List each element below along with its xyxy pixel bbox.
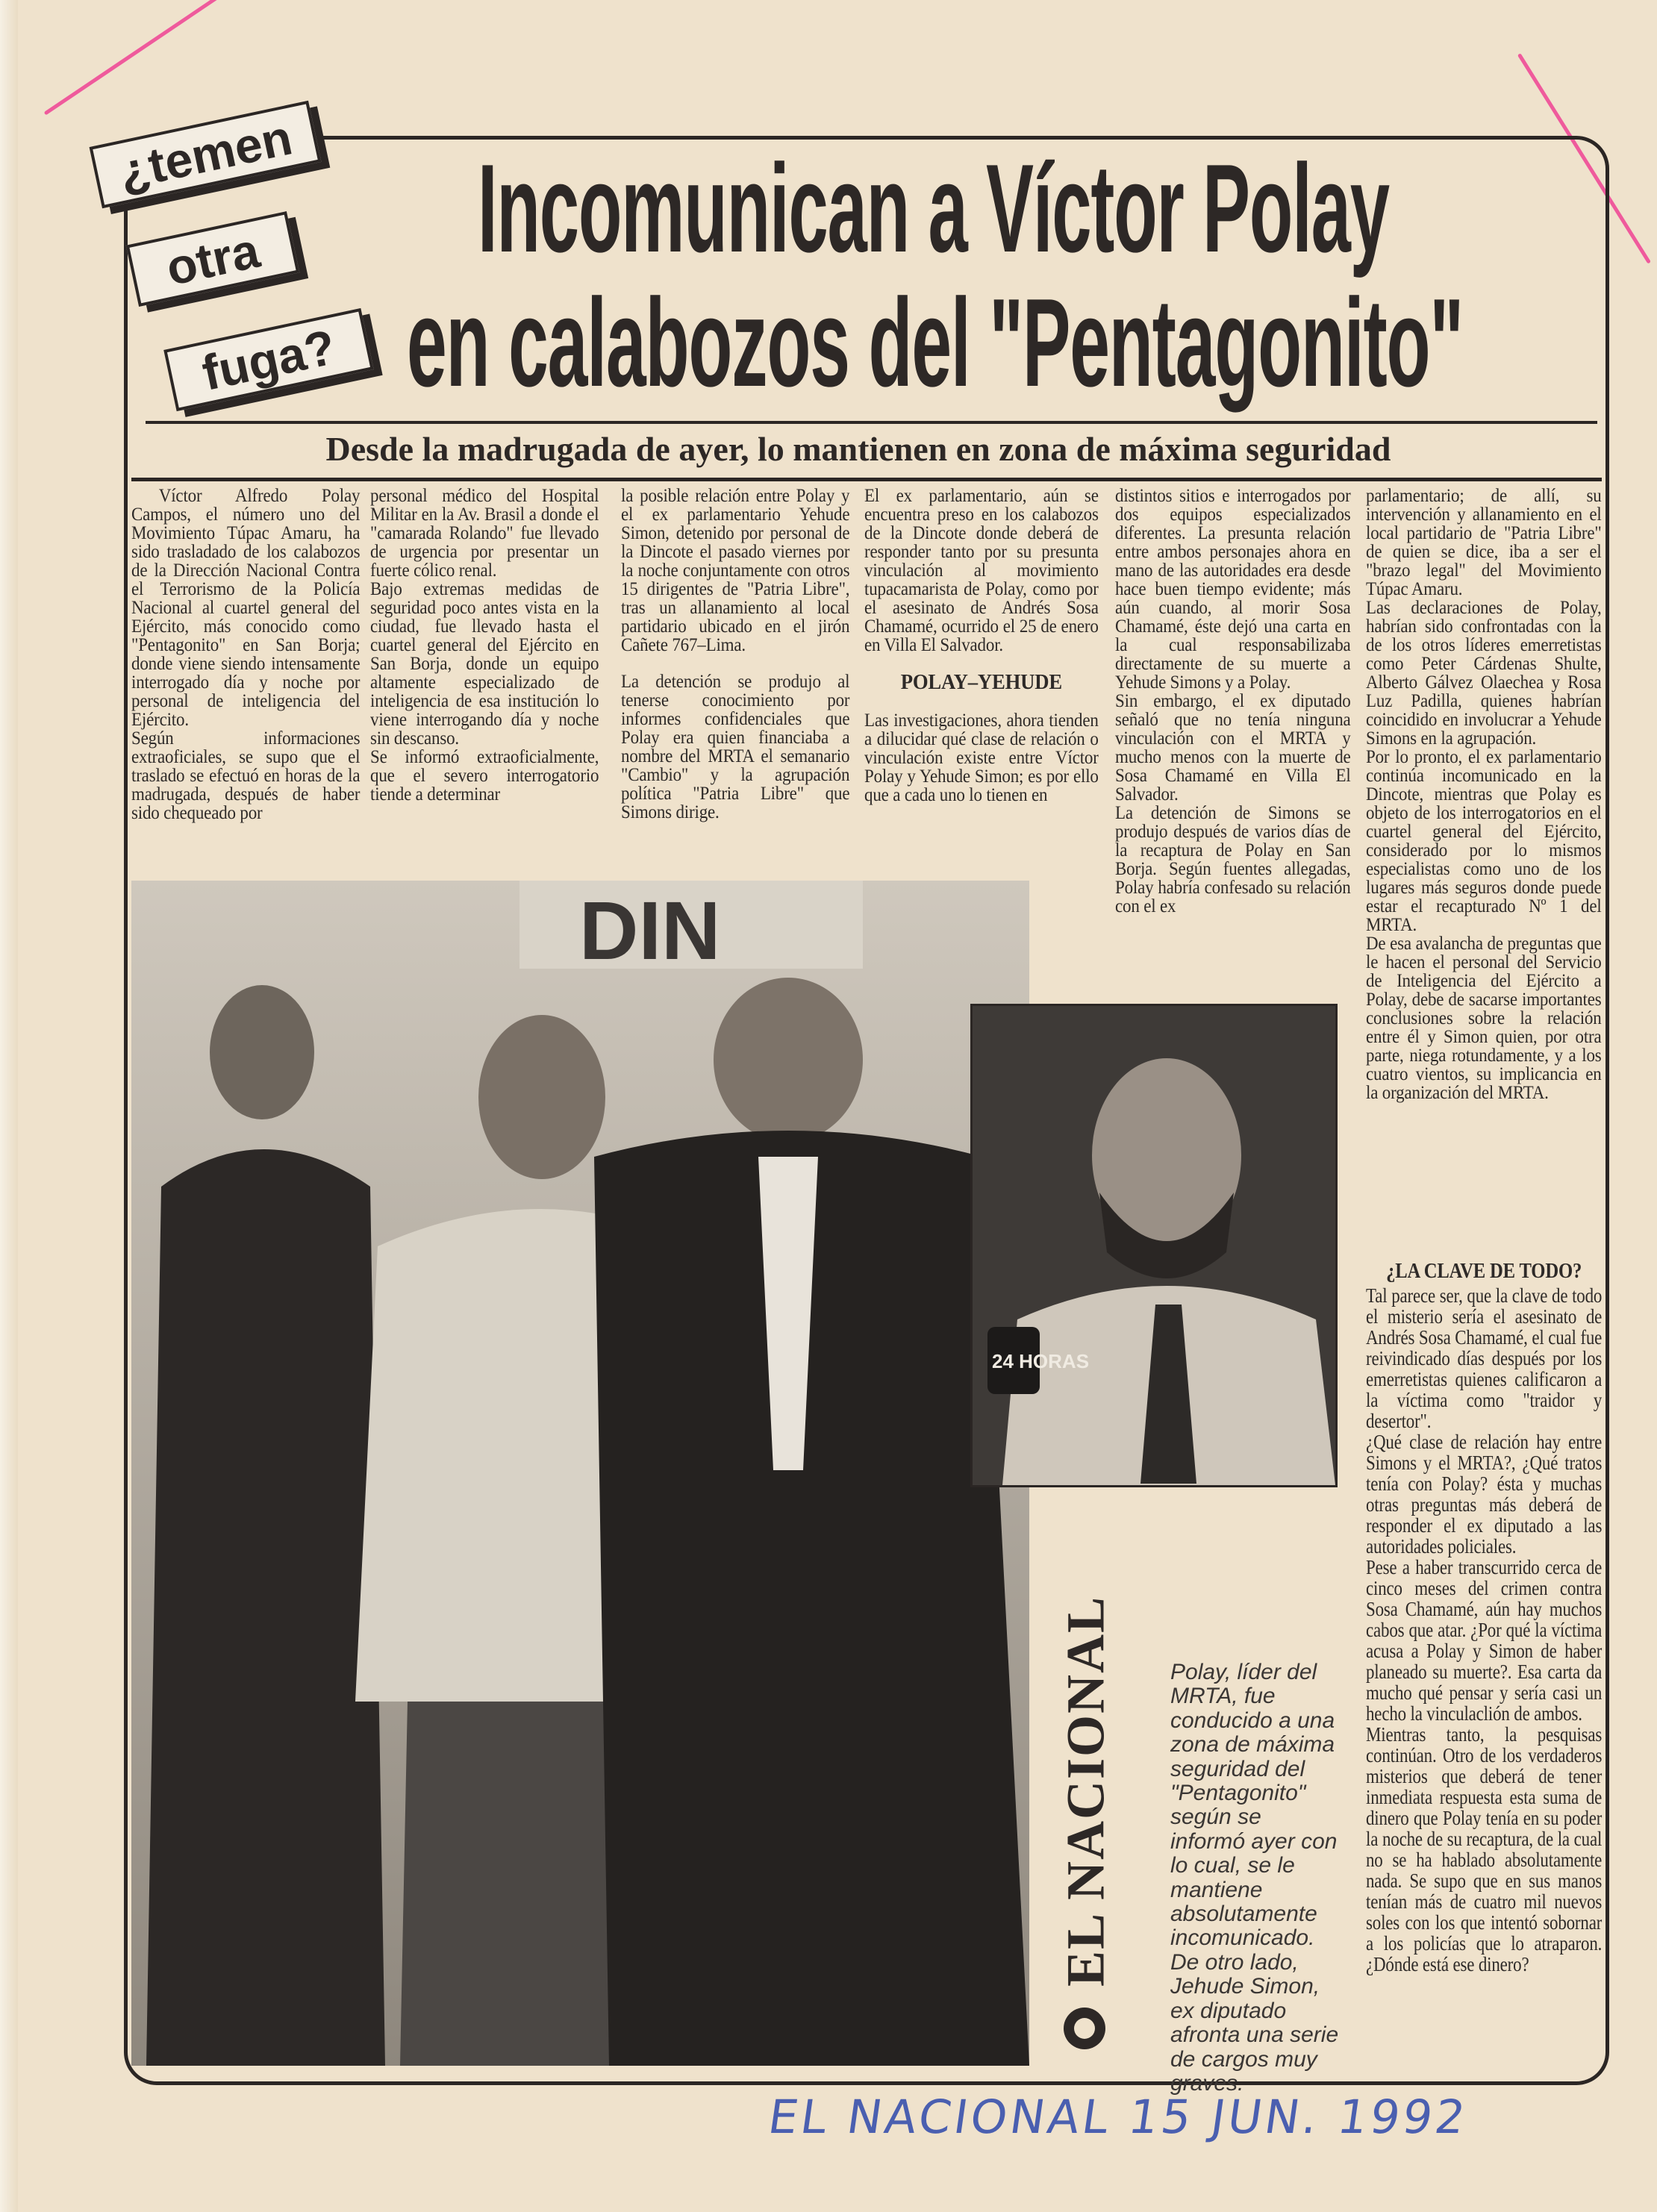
subtitle: Desde la madrugada de ayer, lo mantienen en zona de máxima seguridad — [325, 430, 1391, 468]
main-photo-polay-escorted — [131, 881, 1029, 2066]
article-column-1 — [131, 487, 360, 876]
paragraph: Sin embargo, el ex diputado señaló que no tenía ninguna vinculación con el MRTA y mucho menos con la muerte de Sosa Chamamé en Villa El Salvador. — [1115, 691, 1351, 804]
logo-mark-icon — [1064, 2008, 1105, 2049]
paragraph: Según informaciones extraoficiales, se supo que el traslado se efectuó en horas de la madrugada, después de haber sido chequeado por — [131, 728, 361, 823]
paragraph: la posible relación entre Polay y el ex parlamentario Yehude Simon, detenido por personal de la Dincote el pasado viernes por la noche conjuntamente con otros 15 dirigentes de "Patria Libre", tras un allanamiento al local partidario ubicado en el jirón Cañete 767–Lima. — [621, 487, 850, 655]
paragraph: ¿Qué clase de relación hay entre Simons y el MRTA?, ¿Qué tratos tenía con Polay? ésta y muchas otras preguntas más deberá de responder el ex diputado a las autoridades policiales. — [1366, 1431, 1603, 1558]
pink-marker-stroke — [44, 0, 244, 116]
paragraph: Víctor Alfredo Polay Campos, el número uno del Movimiento Túpac Amaru, ha sido trasladado de los calabozos de la Dirección Nacional Contra el Terrorismo de la Policía Nacional al cuartel general del Ejército, más conocido como "Pentagonito" en San Borja; donde viene siendo intensamente interrogado día y noche por personal de inteligencia del Ejército. — [131, 487, 361, 730]
section-heading: POLAY–YEHUDE — [900, 670, 1062, 694]
article-column-6-continued — [1366, 1260, 1602, 2077]
inset-photo-yehude-simon — [970, 1004, 1338, 1487]
badge-line-2: otra — [126, 211, 300, 307]
article-column-4 — [864, 487, 1099, 876]
paragraph: Bajo extremas medidas de seguridad poco antes vista en la ciudad, fue llevado hasta el cuartel general del Ejército en San Borja, donde un equipo altamente especializado de inteligencia de esa institución lo viene interrogando día y noche sin descanso. — [370, 579, 599, 749]
paragraph: personal médico del Hospital Militar en la Av. Brasil a donde el "camarada Rolando" fue llevado de urgencia por presentar un fuerte cólico renal. — [370, 487, 599, 581]
section-heading: ¿LA CLAVE DE TODO? — [1386, 1260, 1582, 1283]
article-column-5 — [1115, 487, 1351, 998]
badge-line-1: ¿temen — [90, 101, 322, 209]
badge-line-3: fuga? — [163, 308, 374, 411]
paragraph: El ex parlamentario, aún se encuentra preso en los calabozos de la Dincote donde deberá de responder tanto por su presunta vinculación al movimiento tupacamarista de Polay, como por el asesinato de Andrés Sosa Chamamé, ocurrido el 25 de enero en Villa El Salvador. — [864, 487, 1099, 655]
photo-sign-text: DIN — [579, 885, 721, 977]
article-column-6 — [1366, 487, 1602, 1255]
paragraph: Mientras tanto, la pesquisas continúan. Otro de los verdaderos misterios que deberá de tener inmediata respuesta esta suma de dinero que Polay tenía en su poder la noche de su recaptura, de la cual no se ha hablado absolutamente nada. Se supo que en sus manos tenían más de cuatro mil nuevos soles con los que intentó sobornar a los policías que lo atraparon. ¿Dónde está ese dinero? — [1366, 1723, 1603, 1975]
article-column-2 — [370, 487, 599, 876]
divider — [146, 421, 1597, 424]
handwritten-date-note: EL NACIONAL 15 JUN. 1992 — [764, 2090, 1472, 2144]
paragraph: Tal parece ser, que la clave de todo el misterio sería el asesinato de Andrés Sosa Chamamé, el cual fue reivindicado días después por los emerretistas quienes calificaron a la víctima como "traidor y desertor". — [1366, 1284, 1603, 1432]
paragraph: Se informó extraoficialmente, que el severo interrogatorio tiende a determinar — [370, 747, 599, 804]
torn-paper-edge — [0, 0, 18, 2212]
el-nacional-logo — [1045, 1590, 1127, 2052]
article-column-3 — [621, 487, 849, 876]
logo-text: EL NACIONAL — [1055, 1595, 1116, 1987]
paragraph: La detención de Simons se produjo después de varios días de la recaptura de Polay en San Borja. Según fuentes allegadas, Polay habría confesado su relación con el ex — [1115, 803, 1351, 916]
photo-caption: Polay, líder del MRTA, fue conducido a una zona de máxima seguridad del "Pentagonito" según se informó ayer con lo cual, se le mantiene absolutamente incomunicado. De otro lado, Jehude Simon, ex diputado afronta una serie de cargos muy graves. — [1170, 1660, 1339, 2096]
headline-line-1: Incomunican a Víctor Polay — [478, 138, 1389, 278]
headline — [407, 138, 1601, 414]
paragraph: De esa avalancha de preguntas que le hacen el personal del Servicio de Inteligencia del Ejército a Polay, debe de sacarse importantes conclusiones sobre la relación entre él y Simon quien, por otra parte, niega rotundamente, y a los cuatro vientos, su implicancia en la organización del MRTA. — [1366, 934, 1602, 1103]
paragraph: distintos sitios e interrogados por dos equipos especializados diferentes. La presunta relación entre ambos personajes ahora en mano de las autoridades era desde hace buen tiempo evidente; más aún cuando, al morir Sosa Chamamé, éste dejó una carta en la cual responsabilizaba directamente de su muerte a Yehude Simons y a Polay. — [1115, 487, 1351, 693]
paragraph: Las declaraciones de Polay, habrían sido confrontadas con la de los otros líderes emerretistas como Peter Cárdenas Shulte, Alberto Gálvez Olaechea y Rosa Luz Padilla, quienes habrían coincidido en involucrar a Yehude Simons en la agrupación. — [1366, 598, 1602, 749]
paragraph: Por lo pronto, el ex parlamentario continúa incomunicado en la Dincote, mientras que Polay es objeto de los interrogatorios en el cuartel general del Ejército, considerado por lo mismos especialistas como uno de los lugares más seguros donde puede estar el recapturado Nº 1 del MRTA. — [1366, 747, 1602, 935]
microphone-label: 24 HORAS — [992, 1350, 1090, 1372]
paragraph: Las investigaciones, ahora tienden a dilucidar qué clase de relación o vinculación existe entre Víctor Polay y Yehude Simon; es por ello que a cada uno lo tienen en — [864, 710, 1099, 805]
divider — [131, 478, 1602, 481]
paragraph: Pese a haber transcurrido cerca de cinco meses del crimen contra Sosa Chamamé, aún hay muchos cabos que atar. ¿Por qué la víctima acusa a Polay y Simon de haber planeado su muerte?. Esa carta da mucho qué pensar y sería casi un hecho la vinculaclión de ambos. — [1366, 1556, 1603, 1725]
headline-line-2: en calabozos del "Pentagonito" — [407, 272, 1464, 413]
paragraph: La detención se produjo al tenerse conocimiento por informes confidenciales que Polay era quien financiaba a nombre del MRTA el semanario "Cambio" y la agrupación política "Patria Libre" que Simons dirige. — [621, 672, 850, 822]
paragraph: parlamentario; de allí, su intervención y allanamiento en el local partidario de "Patria Libre" de quien se dice, iba a ser el "brazo legal" del Movimiento Túpac Amaru. — [1366, 487, 1602, 599]
